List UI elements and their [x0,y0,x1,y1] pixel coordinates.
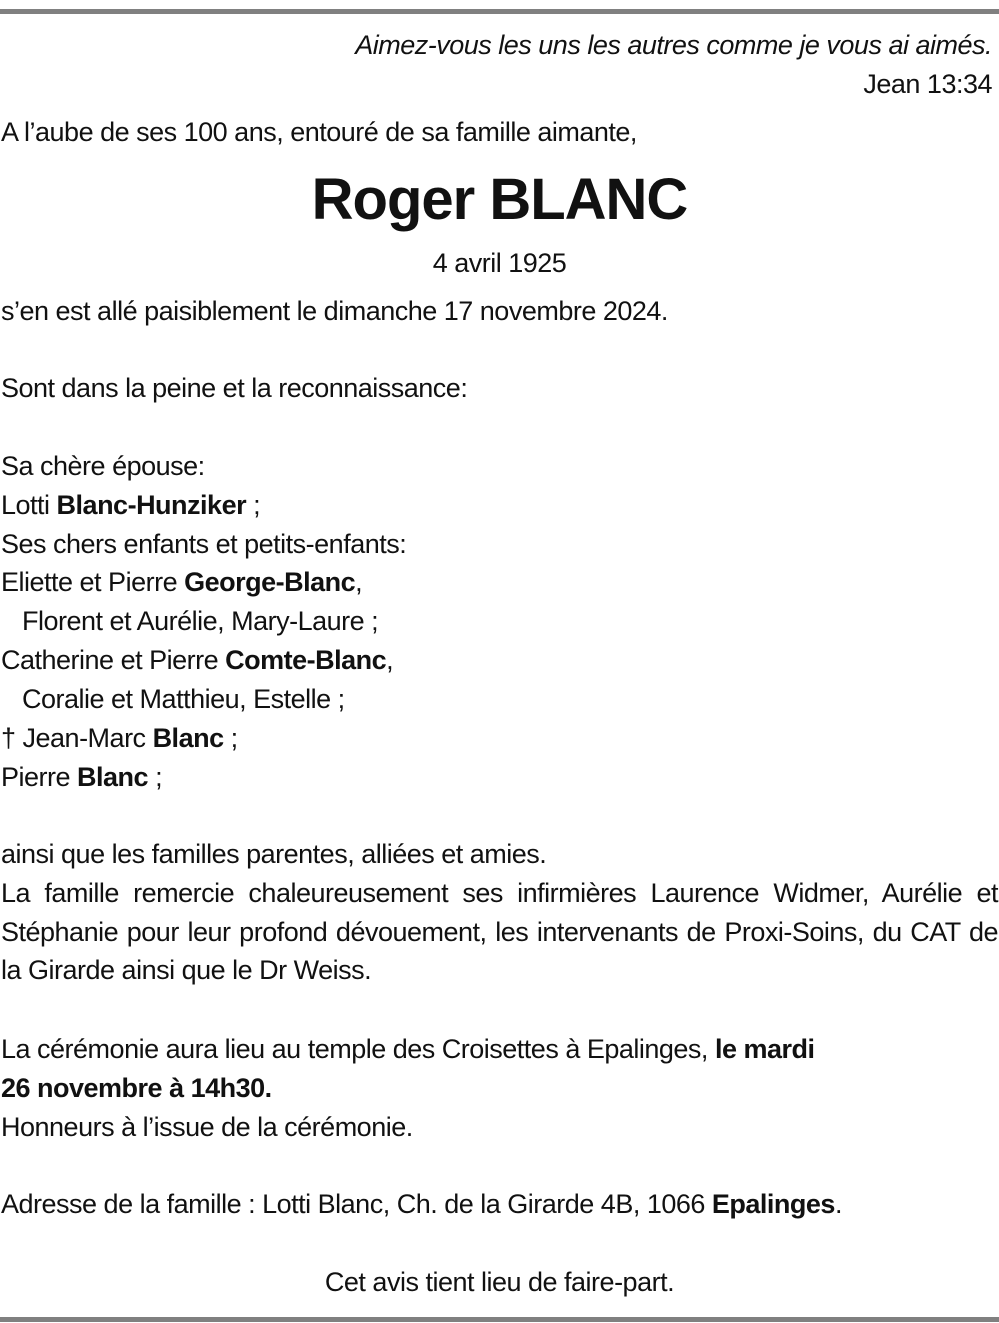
intro-text: A l’aube de ses 100 ans, entouré de sa famille aimante, [1,117,637,147]
child-line-4: Pierre Blanc ; [1,762,163,792]
relatives-text: ainsi que les familles parentes, alliées et amies. [1,839,547,869]
child3-surname: Blanc [152,723,224,753]
child1-surname: George-Blanc [184,567,356,597]
child-line-3: † Jean-Marc Blanc ; [1,723,238,753]
mourners-intro: Sont dans la peine et la reconnaissance: [1,373,468,403]
epigraph-reference: Jean 13:34 [863,69,992,99]
ceremony-day: le mardi [714,1034,815,1064]
thanks-paragraph: La famille remercie chaleureusement ses infirmières Laurence Widmer, Aurélie et Stéphanie pour leur profond dévouement, les intervenants de Proxi-Soins, du CAT de la Girarde ainsi que le Dr Weiss. [1,878,998,986]
deceased-name: Roger BLANC [311,167,688,232]
honours-text: Honneurs à l’issue de la cérémonie. [1,1112,413,1142]
children-heading: Ses chers enfants et petits-enfants: [1,529,407,559]
child-line-2: Catherine et Pierre Comte-Blanc, [1,645,394,675]
address-city: Epalinges [711,1189,835,1219]
child-line-1: Eliette et Pierre George-Blanc, [1,567,363,597]
top-divider [0,9,999,14]
passing-text: s’en est allé paisiblement le dimanche 17 novembre 2024. [1,296,668,326]
spouse-heading: Sa chère épouse: [1,451,205,481]
grandchildren-line-1: Florent et Aurélie, Mary-Laure ; [22,606,379,636]
closing-note: Cet avis tient lieu de faire-part. [324,1267,675,1297]
family-address: Adresse de la famille : Lotti Blanc, Ch. de la Girarde 4B, 1066 Epalinges. [1,1189,842,1219]
ceremony-line-1: La cérémonie aura lieu au temple des Croisettes à Epalinges, le mardi [1,1034,815,1064]
spouse-surname: Blanc-Hunziker [56,490,247,520]
epigraph-quote: Aimez-vous les uns les autres comme je vous ai aimés. [355,30,992,60]
spouse-line: Lotti Blanc-Hunziker ; [1,490,261,520]
bottom-divider [0,1317,999,1322]
ceremony-line-2 [1,1069,997,1107]
child2-surname: Comte-Blanc [225,645,387,675]
grandchildren-line-2: Coralie et Matthieu, Estelle ; [22,684,345,714]
birth-date: 4 avril 1925 [432,248,567,278]
child4-surname: Blanc [77,762,149,792]
ceremony-date: 26 novembre à 14h30. [1,1073,272,1103]
